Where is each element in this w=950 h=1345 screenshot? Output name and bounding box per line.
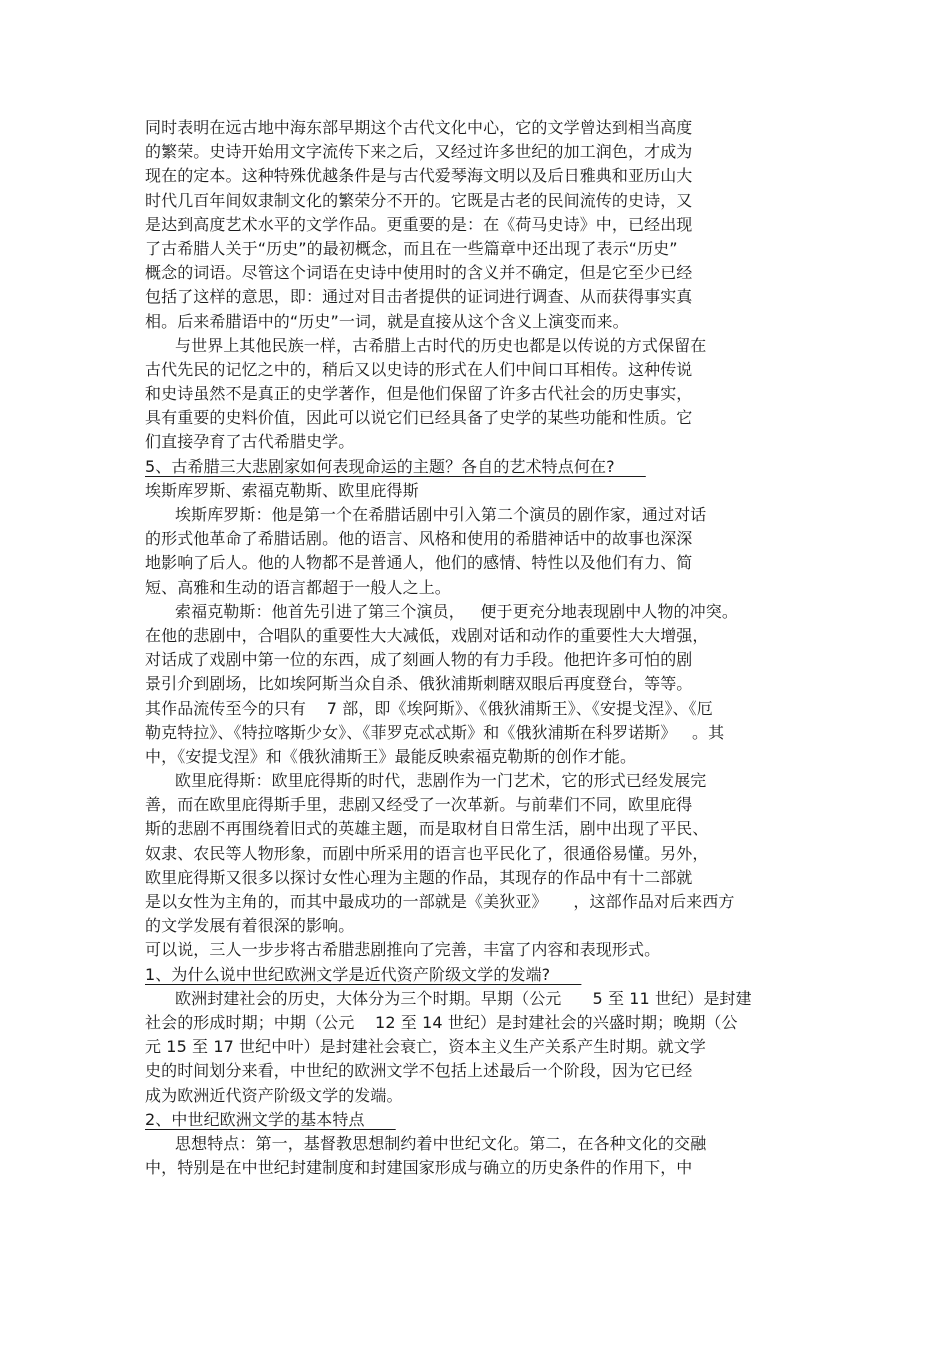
text-line: 欧里庇得斯：欧里庇得斯的时代，悲剧作为一门艺术，它的形式已经发展完 — [175, 771, 707, 791]
text-line: 斯的悲剧不再围绕着旧式的英雄主题，而是取材自日常生活，剧中出现了平民、 — [145, 819, 709, 839]
text-line — [145, 963, 845, 987]
text-line: 现在的定本。这种特殊优越条件是与古代爱琴海文明以及后日雅典和亚历山大 — [145, 166, 693, 186]
text-line: 欧里庇得斯又很多以探讨女性心理为主题的作品，其现存的作品中有十二部就 — [145, 867, 693, 887]
text-line: 地影响了后人。他的人物都不是普通人，他们的感情、特性以及他们有力、简 — [145, 553, 693, 573]
paragraph — [145, 1132, 845, 1180]
text-line: 元 15 至 17 世纪中叶）是封建社会衰亡，资本主义生产关系产生时期。就文学 — [145, 1037, 706, 1057]
paragraph — [145, 334, 845, 455]
paragraph — [145, 600, 845, 769]
section-heading — [145, 455, 845, 479]
text-line: 同时表明在远古地中海东部早期这个古代文化中心，它的文学曾达到相当高度 — [145, 118, 693, 137]
text-line — [145, 455, 845, 479]
text-line: 可以说，三人一步步将古希腊悲剧推向了完善，丰富了内容和表现形式。 — [145, 940, 661, 960]
text-line: 概念的词语。尽管这个词语在史诗中使用时的含义并不确定，但是它至少已经 — [145, 263, 693, 283]
text-line: 勒克特拉》、《特拉喀斯少女》、《菲罗克忒忒斯》和《俄狄浦斯在科罗诺斯》 。其 — [145, 722, 725, 742]
paragraph — [145, 503, 845, 600]
text-line: 埃斯库罗斯：他是第一个在希腊话剧中引入第二个演员的剧作家，通过对话 — [175, 505, 707, 524]
text-line: 史的时间划分来看，中世纪的欧洲文学不包括上述最后一个阶段，因为它已经 — [145, 1061, 693, 1081]
text-line: 短、高雅和生动的语言都超于一般人之上。 — [145, 577, 451, 597]
text-line: 的文学发展有着很深的影响。 — [145, 916, 355, 936]
text-line: 社会的形成时期；中期（公元 12 至 14 世纪）是封建社会的兴盛时期；晚期（公 — [145, 1012, 738, 1032]
paragraph — [145, 479, 845, 503]
text-line: 具有重要的史料价值，因此可以说它们已经具备了史学的某些功能和性质。它 — [145, 408, 693, 428]
text-line: 善，而在欧里庇得斯手里，悲剧又经受了一次革新。与前辈们不同，欧里庇得 — [145, 795, 693, 815]
text-line: 时代几百年间奴隶制文化的繁荣分不开的。它既是古老的民间流传的史诗，又 — [145, 190, 693, 210]
text-line: 中，特别是在中世纪封建制度和封建国家形成与确立的历史条件的作用下，中 — [145, 1158, 693, 1178]
text-line: 是达到高度艺术水平的文学作品。更重要的是：在《荷马史诗》中，已经出现 — [145, 214, 693, 234]
text-line: 的形式他革命了希腊话剧。他的语言、风格和使用的希腊神话中的故事也深深 — [145, 529, 693, 549]
text-line: 古代先民的记忆之中的，稍后又以史诗的形式在人们中间口耳相传。这种传说 — [145, 359, 693, 379]
text-line: 们直接孕育了古代希腊史学。 — [145, 432, 355, 452]
section-heading — [145, 1108, 845, 1132]
text-line: 中，《安提戈涅》和《俄狄浦斯王》最能反映索福克勒斯的创作才能。 — [145, 746, 637, 766]
paragraph — [145, 116, 845, 334]
text-line: 欧洲封建社会的历史，大体分为三个时期。早期（公元 5 至 11 世纪）是封建 — [175, 988, 752, 1008]
heading-text: 5、古希腊三大悲剧家如何表现命运的主题？各自的艺术特点何在? — [145, 456, 646, 476]
text-line — [145, 1108, 845, 1132]
paragraph — [145, 987, 845, 1108]
text-line: 埃斯库罗斯、索福克勒斯、欧里庇得斯 — [145, 480, 419, 500]
paragraph — [145, 769, 845, 938]
text-line: 在他的悲剧中，合唱队的重要性大大减低，戏剧对话和动作的重要性大大增强， — [145, 625, 709, 645]
text-line: 和史诗虽然不是真正的史学著作，但是他们保留了许多古代社会的历史事实， — [145, 384, 693, 404]
text-line: 景引介到剧场，比如埃阿斯当众自杀、俄狄浦斯刺瞎双眼后再度登台，等等。 — [145, 674, 693, 694]
text-line: 对话成了戏剧中第一位的东西，成了刻画人物的有力手段。他把许多可怕的剧 — [145, 650, 693, 670]
text-line: 奴隶、农民等人物形象，而剧中所采用的语言也平民化了，很通俗易懂。另外， — [145, 843, 709, 863]
heading-text: 2、中世纪欧洲文学的基本特点 — [145, 1109, 396, 1129]
section-heading — [145, 963, 845, 987]
text-line: 了古希腊人关于“历史”的最初概念，而且在一些篇章中还出现了表示“历史” — [145, 238, 678, 258]
paragraph — [145, 938, 845, 962]
text-line: 是以女性为主角的，而其中最成功的一部就是《美狄亚》 ，这部作品对后来西方 — [145, 892, 735, 911]
text-line: 思想特点：第一，基督教思想制约着中世纪文化。第二，在各种文化的交融 — [175, 1133, 707, 1153]
text-line: 包括了这样的意思，即：通过对目击者提供的证词进行调查、从而获得事实真 — [145, 287, 693, 307]
heading-text: 1、为什么说中世纪欧洲文学是近代资产阶级文学的发端? — [145, 964, 582, 984]
text-line: 的繁荣。史诗开始用文字流传下来之后，又经过许多世纪的加工润色，才成为 — [145, 142, 693, 162]
document-body — [145, 116, 845, 1180]
text-line: 与世界上其他民族一样，古希腊上古时代的历史也都是以传说的方式保留在 — [175, 335, 707, 355]
text-line: 其作品流传至今的只有 7 部，即《埃阿斯》、《俄狄浦斯王》、《安提戈涅》、《厄 — [145, 698, 713, 718]
text-line: 相。后来希腊语中的“历史”一词，就是直接从这个含义上演变而来。 — [145, 311, 629, 331]
text-line: 成为欧洲近代资产阶级文学的发端。 — [145, 1085, 403, 1105]
text-line: 索福克勒斯：他首先引进了第三个演员， 便于更充分地表现剧中人物的冲突。 — [175, 601, 738, 621]
